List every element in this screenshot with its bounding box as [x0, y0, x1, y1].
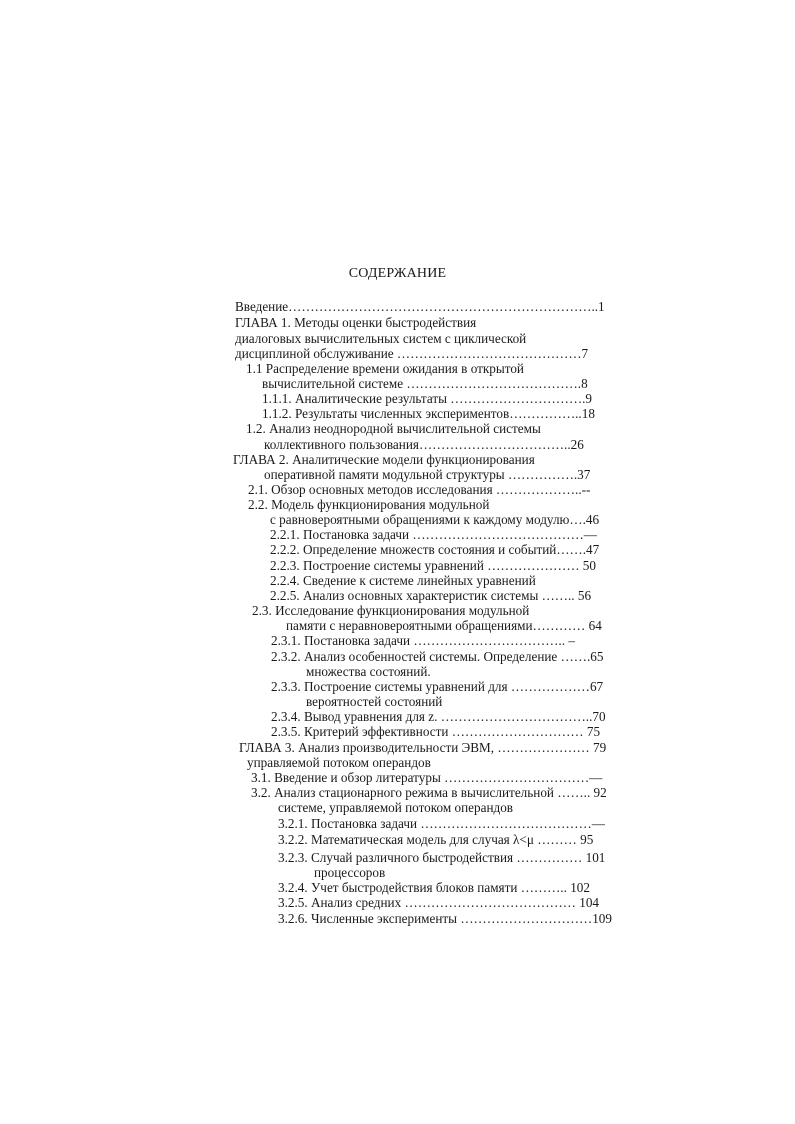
toc-line: 2.3.4. Вывод уравнения для z. ……………………………..70	[271, 709, 606, 724]
toc-line: 2.3.2. Анализ особенностей системы. Определение …….65	[271, 649, 604, 664]
toc-line: 1.2. Анализ неоднородной вычислительной системы	[246, 421, 541, 436]
toc-line: 3.1. Введение и обзор литературы ……………………………—	[251, 770, 603, 785]
toc-line: 2.2. Модель функционирования модульной	[248, 497, 490, 512]
toc-line: 2.1. Обзор основных методов исследования ………………..--	[248, 482, 591, 497]
toc-line: коллективного пользования……………………………..26	[264, 437, 584, 452]
toc-line: 2.3.5. Критерий эффективности ………………………… 75	[271, 724, 601, 739]
toc-line: 2.2.3. Построение системы уравнений ………………… 50	[270, 558, 596, 573]
toc-line: ГЛАВА 3. Анализ производительности ЭВМ, ………………… 79	[239, 740, 607, 755]
toc-line: 1.1 Распределение времени ожидания в открытой	[246, 361, 524, 376]
toc-line: Введение……………………………………………………………..1	[235, 299, 605, 314]
toc-line: 3.2.2. Математическая модель для случая λ<μ ……… 95	[278, 832, 594, 847]
toc-line: 2.2.4. Сведение к системе линейных уравнений	[270, 573, 536, 588]
toc-line: диалоговых вычислительных систем с циклической	[235, 331, 527, 346]
page-title: СОДЕРЖАНИЕ	[348, 266, 447, 281]
toc-line: 2.3.1. Постановка задачи …………………………….. –	[271, 633, 575, 648]
toc-line: 3.2. Анализ стационарного режима в вычислительной …….. 92	[251, 785, 607, 800]
toc-line: 3.2.5. Анализ средних ………………………………… 104	[278, 895, 600, 910]
toc-line: 2.2.5. Анализ основных характеристик системы …….. 56	[270, 588, 592, 603]
toc-line: множества состояний.	[306, 664, 431, 679]
toc-line: с равновероятными обращениями к каждому модулю….46	[270, 512, 600, 527]
toc-line: 1.1.2. Результаты численных экспериментов……………..18	[262, 406, 595, 421]
toc-line: оперативной памяти модульной структуры …………….37	[264, 467, 591, 482]
toc-line: 2.3. Исследование функционирования модульной	[252, 603, 530, 618]
toc-line: 3.2.4. Учет быстродействия блоков памяти ……….. 102	[278, 880, 590, 895]
toc-line: 2.3.3. Построение системы уравнений для ………………67	[271, 679, 604, 694]
toc-line: 2.2.2. Определение множеств состояния и событий…….47	[270, 542, 600, 557]
toc-line: 1.1.1. Аналитические результаты ………………………….9	[262, 391, 593, 406]
toc-line: управляемой потоком операндов	[247, 755, 431, 770]
toc-line: дисциплиной обслуживание ……………………………………7	[235, 346, 589, 361]
toc-line: 3.2.3. Случай различного быстродействия …………… 101	[278, 850, 606, 865]
toc-line: 3.2.1. Постановка задачи …………………………………—	[278, 816, 605, 831]
toc-line: 3.2.6. Численные эксперименты …………………………109	[278, 911, 612, 926]
toc-line: процессоров	[314, 865, 386, 880]
toc-line: 2.2.1. Постановка задачи …………………………………—	[270, 527, 597, 542]
toc-line: ГЛАВА 2. Аналитические модели функционирования	[233, 452, 535, 467]
toc-line: вычислительной системе ………………………………….8	[262, 376, 588, 391]
toc-line: вероятностей состояний	[306, 694, 443, 709]
toc-line: системе, управляемой потоком операндов	[278, 800, 514, 815]
toc-line: памяти с неравновероятными обращениями………… 64	[286, 618, 602, 633]
toc-line: ГЛАВА 1. Методы оценки быстродействия	[235, 315, 477, 330]
